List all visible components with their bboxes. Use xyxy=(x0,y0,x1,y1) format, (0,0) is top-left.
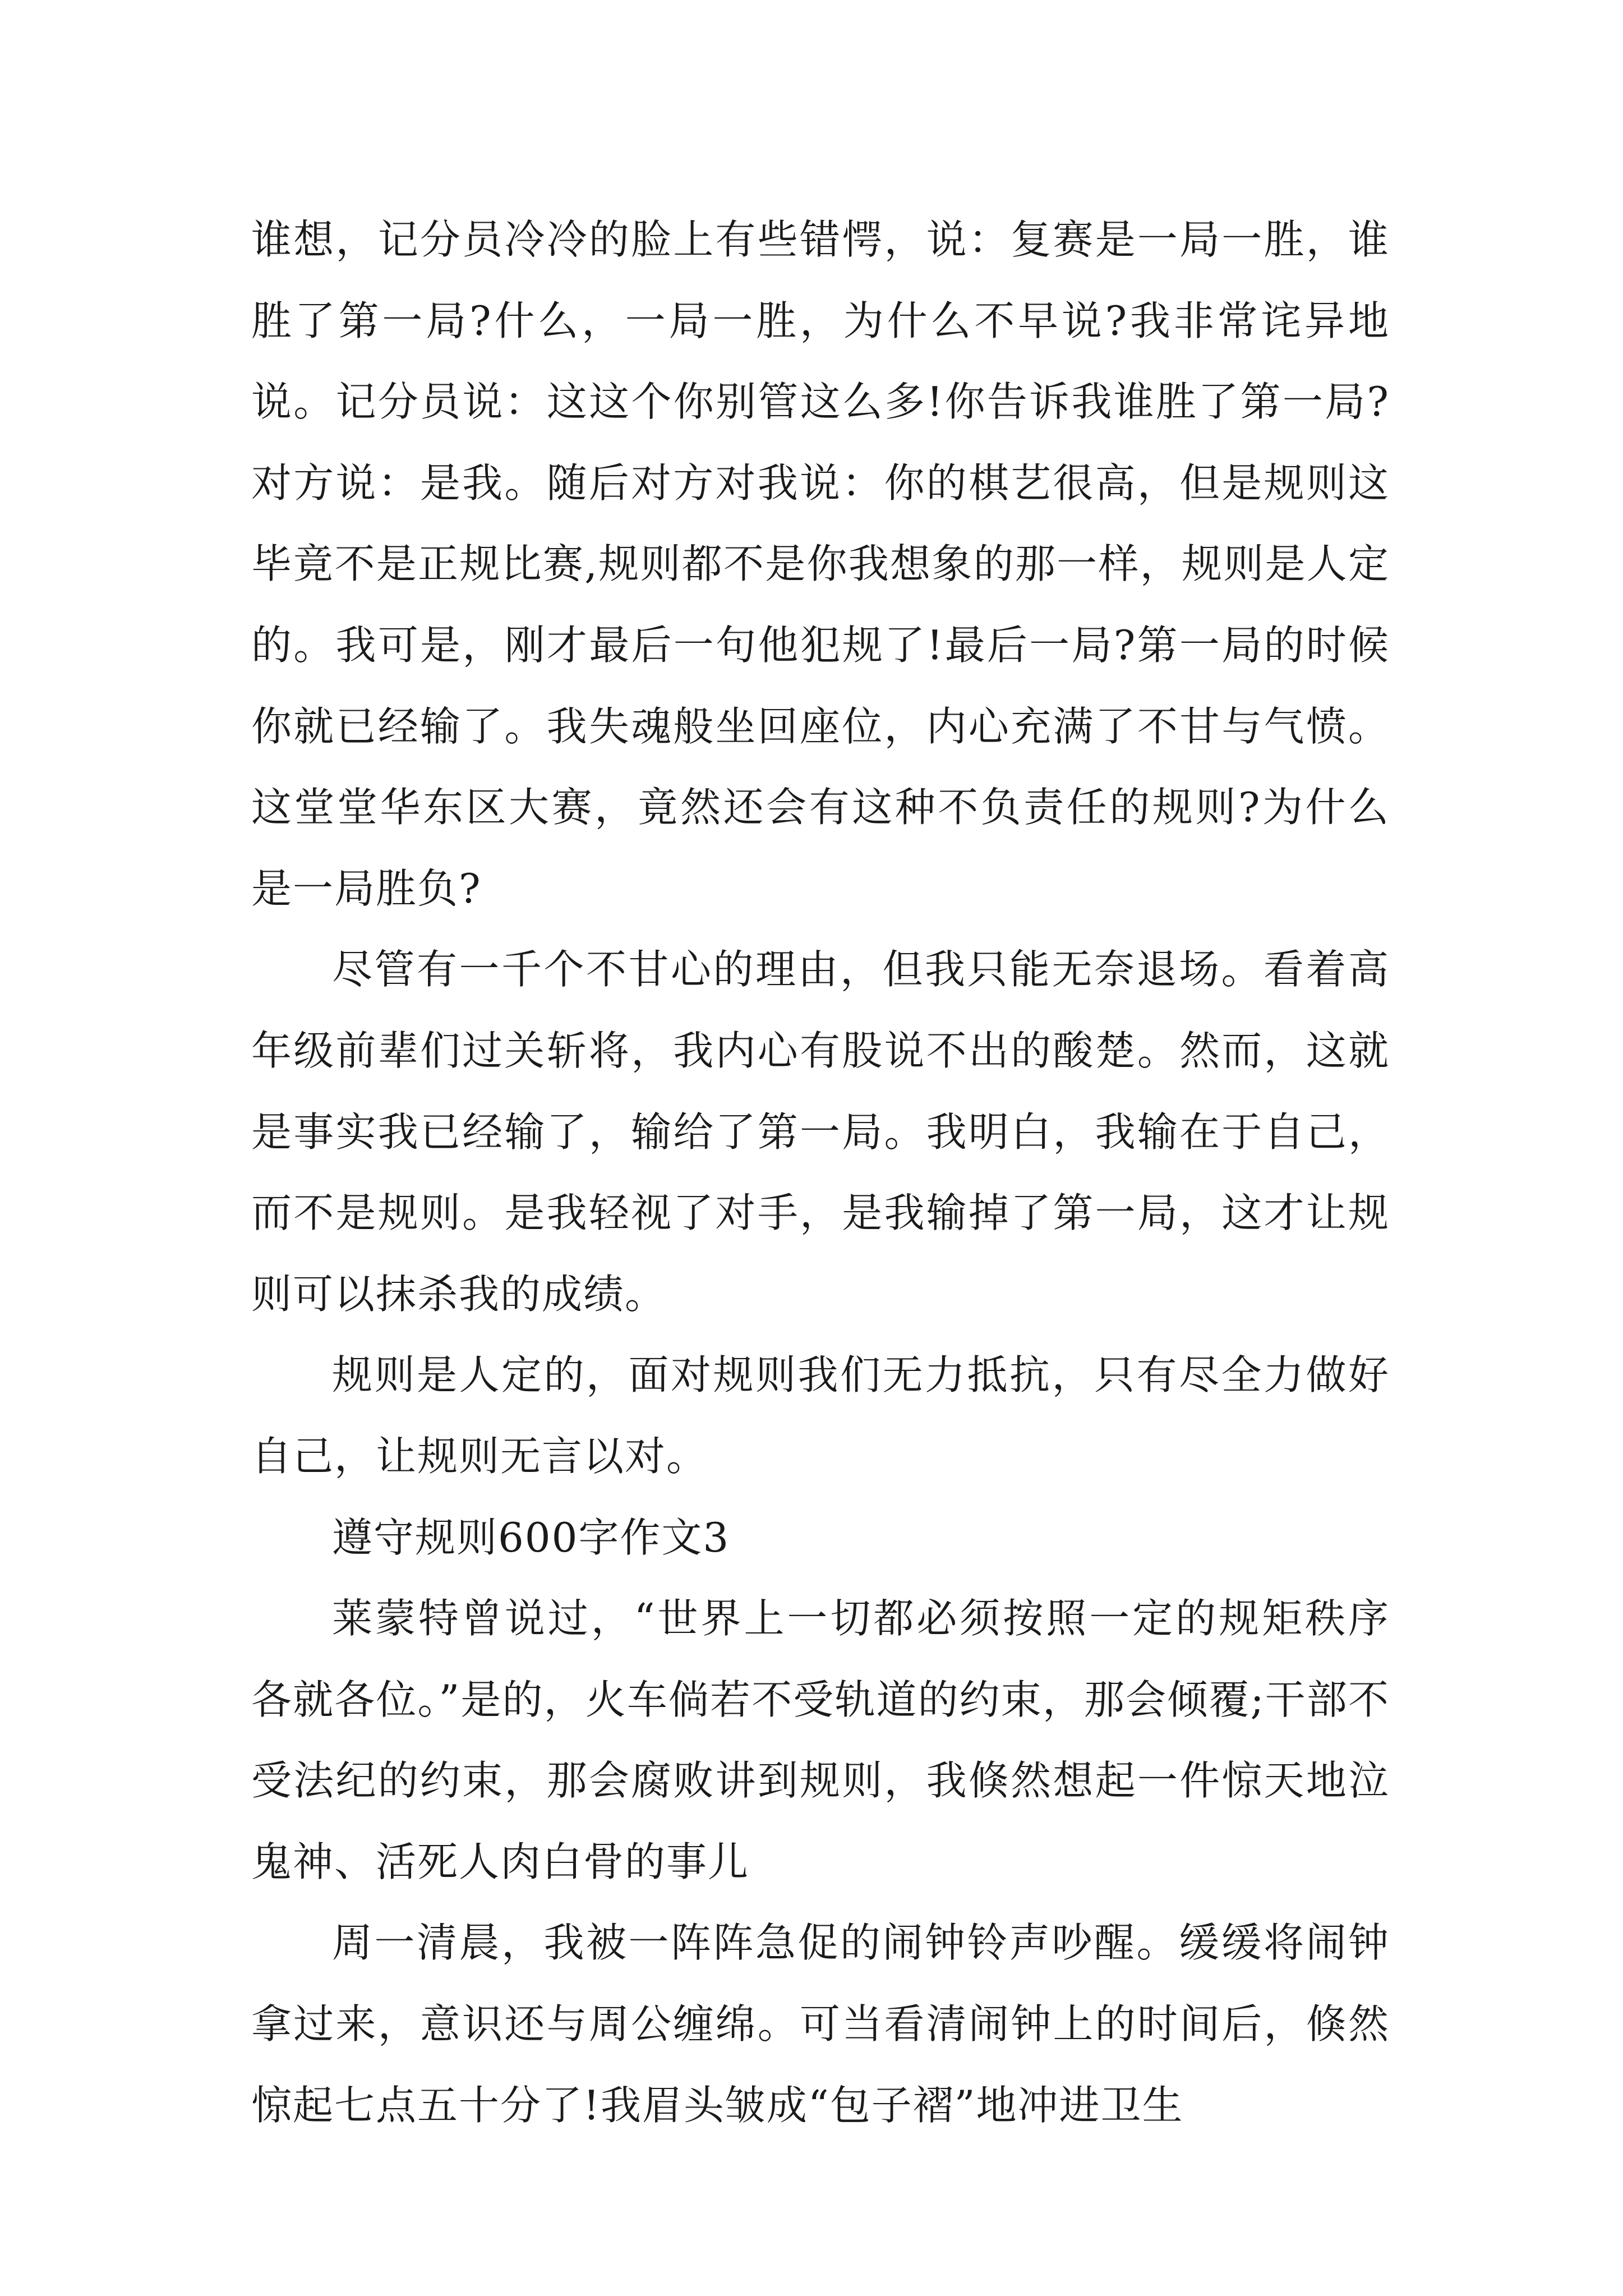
body-paragraph: 规则是人定的，面对规则我们无力抵抗，只有尽全力做好自己，让规则无言以对。 xyxy=(251,1351,1390,1480)
body-paragraph: 谁想，记分员冷冷的脸上有些错愕，说：复赛是一局一胜，谁胜了第一局?什么，一局一胜，为什么不早说?我非常诧异地说。记分员说：这这个你别管这么多!你告诉我谁胜了第一局?对方说：是我。随后对方对我说：你的棋艺很高，但是规则这毕竟不是正规比赛,规则都不是你我想象的那一样，规则是人定的。我可是，刚才最后一句他犯规了!最后一局?第一局的时候你就已经输了。我失魂般坐回座位，内心充满了不甘与气愤。这堂堂华东区大赛，竟然还会有这种不负责任的规则?为什么是一局胜负? xyxy=(251,216,1390,912)
document-body xyxy=(251,199,1390,2146)
section-heading: 遵守规则600字作文3 xyxy=(332,1513,730,1561)
body-paragraph: 尽管有一千个不甘心的理由，但我只能无奈退场。看着高年级前辈们过关斩将，我内心有股说不出的酸楚。然而，这就是事实我已经输了，输给了第一局。我明白，我输在于自己，而不是规则。是我轻视了对手，是我输掉了第一局，这才让规则可以抹杀我的成绩。 xyxy=(251,946,1390,1318)
body-paragraph: 莱蒙特曾说过，“世界上一切都必须按照一定的规矩秩序各就各位。”是的，火车倘若不受轨道的约束，那会倾覆;干部不受法纪的约束，那会腐败讲到规则，我倏然想起一件惊天地泣鬼神、活死人肉白骨的事儿 xyxy=(251,1595,1390,1885)
body-paragraph: 周一清晨，我被一阵阵急促的闹钟铃声吵醒。缓缓将闹钟拿过来，意识还与周公缠绵。可当看清闹钟上的时间后，倏然惊起七点五十分了!我眉头皱成“包子褶”地冲进卫生 xyxy=(251,1919,1390,2129)
